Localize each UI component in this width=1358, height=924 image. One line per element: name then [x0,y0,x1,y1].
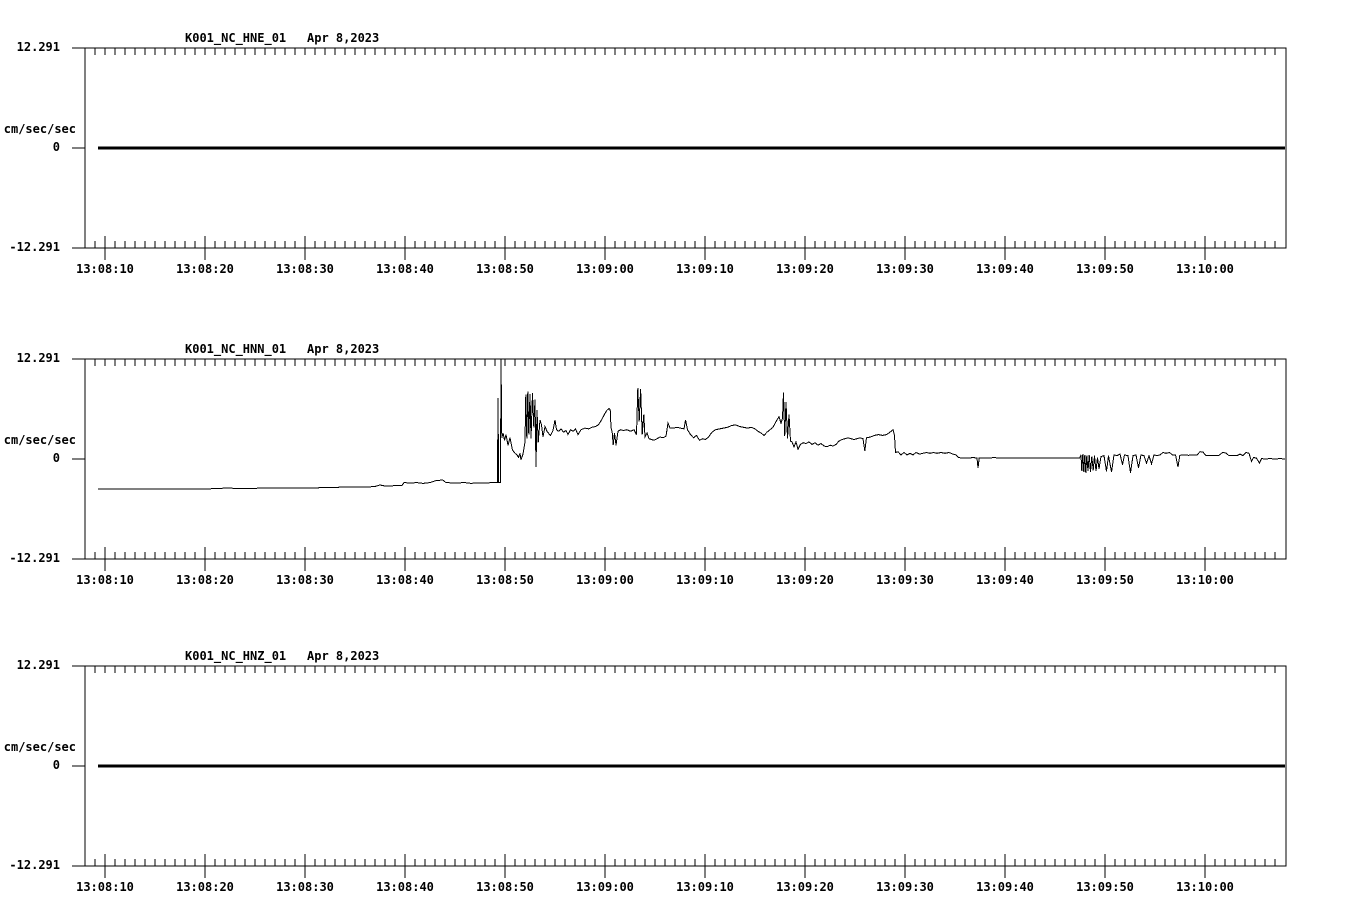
chart-date: Apr 8,2023 [307,649,380,663]
x-tick-label: 13:09:50 [1076,880,1134,894]
x-tick-label: 13:09:00 [576,262,634,276]
x-tick-label: 13:09:30 [876,880,934,894]
waveform-trace-K001_NC_HNN_01 [98,359,1285,489]
x-tick-label: 13:09:10 [676,262,734,276]
x-tick-label: 13:08:50 [476,880,534,894]
x-tick-label: 13:09:10 [676,880,734,894]
x-tick-label: 13:08:10 [76,880,134,894]
y-axis-min-label: -12.291 [9,240,60,254]
x-tick-label: 13:08:40 [376,262,434,276]
y-axis-unit-label: cm/sec/sec [3,433,76,447]
x-tick-label: 13:09:40 [976,573,1034,587]
y-axis-min-label: -12.291 [9,858,60,872]
x-tick-label: 13:09:30 [876,573,934,587]
x-tick-label: 13:10:00 [1176,880,1234,894]
x-tick-label: 13:08:30 [276,262,334,276]
x-tick-label: 13:08:50 [476,262,534,276]
x-tick-label: 13:09:00 [576,880,634,894]
chart-title: K001_NC_HNN_01 [185,342,287,356]
chart-date: Apr 8,2023 [307,342,380,356]
x-tick-label: 13:09:40 [976,262,1034,276]
y-axis-min-label: -12.291 [9,551,60,565]
x-tick-label: 13:09:50 [1076,573,1134,587]
x-tick-label: 13:08:20 [176,573,234,587]
y-axis-zero-label: 0 [52,451,60,465]
chart-title: K001_NC_HNZ_01 [185,649,287,663]
y-axis-zero-label: 0 [52,140,60,154]
x-tick-label: 13:08:10 [76,262,134,276]
x-tick-label: 13:08:20 [176,262,234,276]
y-axis-unit-label: cm/sec/sec [3,740,76,754]
x-tick-label: 13:09:20 [776,880,834,894]
x-tick-label: 13:08:30 [276,880,334,894]
x-tick-label: 13:10:00 [1176,573,1234,587]
x-tick-label: 13:08:50 [476,573,534,587]
x-tick-label: 13:09:20 [776,262,834,276]
x-tick-label: 13:08:30 [276,573,334,587]
x-tick-label: 13:08:10 [76,573,134,587]
y-axis-zero-label: 0 [52,758,60,772]
x-tick-label: 13:09:20 [776,573,834,587]
x-tick-label: 13:09:10 [676,573,734,587]
x-tick-label: 13:08:20 [176,880,234,894]
y-axis-max-label: 12.291 [16,40,60,54]
x-tick-label: 13:08:40 [376,880,434,894]
chart-frame-0 [72,48,1286,260]
chart-frame-2 [72,666,1286,878]
x-tick-label: 13:09:40 [976,880,1034,894]
y-axis-max-label: 12.291 [16,351,60,365]
x-tick-label: 13:08:40 [376,573,434,587]
x-tick-label: 13:10:00 [1176,262,1234,276]
x-tick-label: 13:09:00 [576,573,634,587]
chart-date: Apr 8,2023 [307,31,380,45]
x-tick-label: 13:09:50 [1076,262,1134,276]
chart-frame-1 [72,359,1286,571]
chart-title: K001_NC_HNE_01 [185,31,287,45]
y-axis-unit-label: cm/sec/sec [3,122,76,136]
x-tick-label: 13:09:30 [876,262,934,276]
y-axis-max-label: 12.291 [16,658,60,672]
